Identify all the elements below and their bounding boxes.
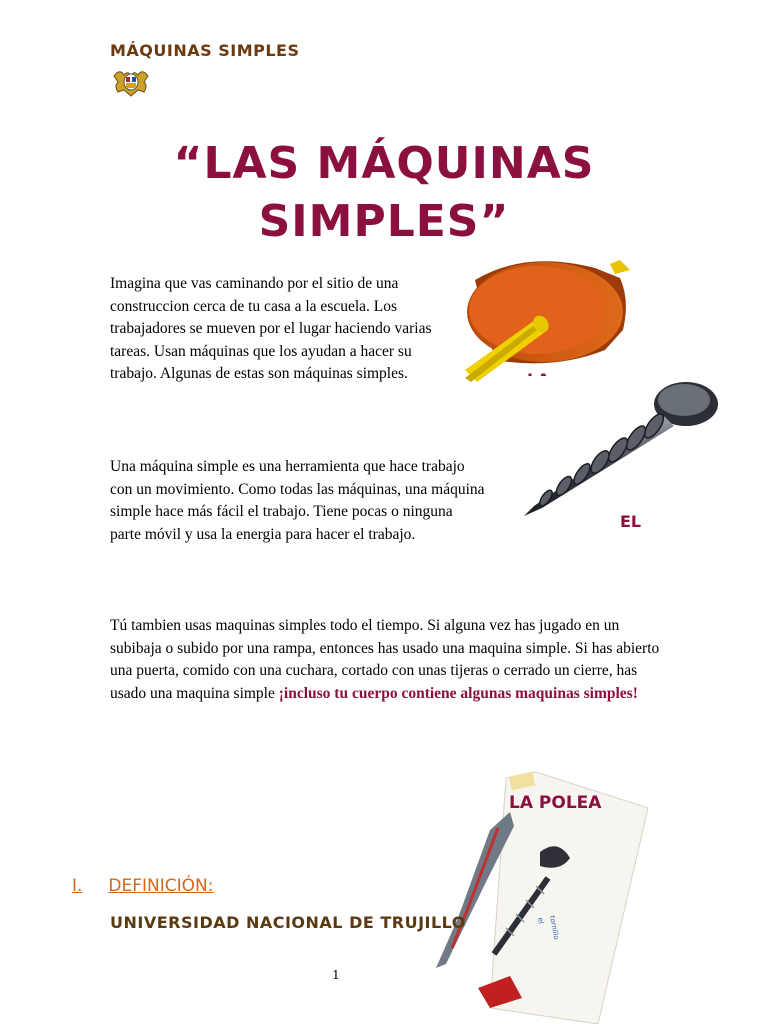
university-crest-icon (110, 66, 152, 98)
collage-caption-el: el (536, 916, 545, 925)
university-name: UNIVERSIDAD NACIONAL DE TRUJILLO (110, 913, 466, 932)
section-heading-definicion (72, 876, 214, 896)
page-number: 1 (332, 968, 340, 982)
page-title-line1: “LAS MÁQUINAS (173, 138, 595, 189)
wheel-and-axle-icon (465, 260, 630, 385)
everyday-paragraph-text: Tú tambien usas maquinas simples todo el tiempo. Si alguna vez has jugado en un subibaja o subido por una rampa, entonces has usado una maquina simple. Si has abierto una puerta, comido con una cuchara, cortado con unas tijeras o cerrado un cierre, has usado una maquina simple (110, 617, 660, 702)
everyday-paragraph-highlight: ¡incluso tu cuerpo contiene algunas maquinas simples! (278, 684, 638, 702)
pulley-caption: LA POLEA (509, 793, 602, 813)
definition-paragraph: Una máquina simple es una herramienta que hace trabajo con un movimiento. Como todas las máquinas, una máquina simple hace más fácil el trabajo. Tiene pocas o ninguna parte móvil y usa la energia para hacer el trabajo. (110, 458, 485, 543)
collage-caption-tornillo: tornillo (548, 914, 561, 941)
section-title: DEFINICIÓN: (108, 876, 214, 896)
page-title-line2: SIMPLES” (258, 196, 510, 247)
screw-icon (514, 376, 718, 526)
intro-paragraph: Imagina que vas caminando por el sitio de una construccion cerca de tu casa a la escuela. Los trabajadores se mueven por el lugar haciendo varias tareas. Usan máquinas que los ayudan a hacer su trabajo. Algunas de estas son máquinas simples. (110, 275, 432, 382)
everyday-paragraph (110, 615, 665, 705)
screw-caption: EL (620, 512, 642, 531)
section-number: I. (72, 876, 83, 896)
document-header-title: MÁQUINAS SIMPLES (110, 41, 300, 60)
page-title (0, 135, 768, 251)
